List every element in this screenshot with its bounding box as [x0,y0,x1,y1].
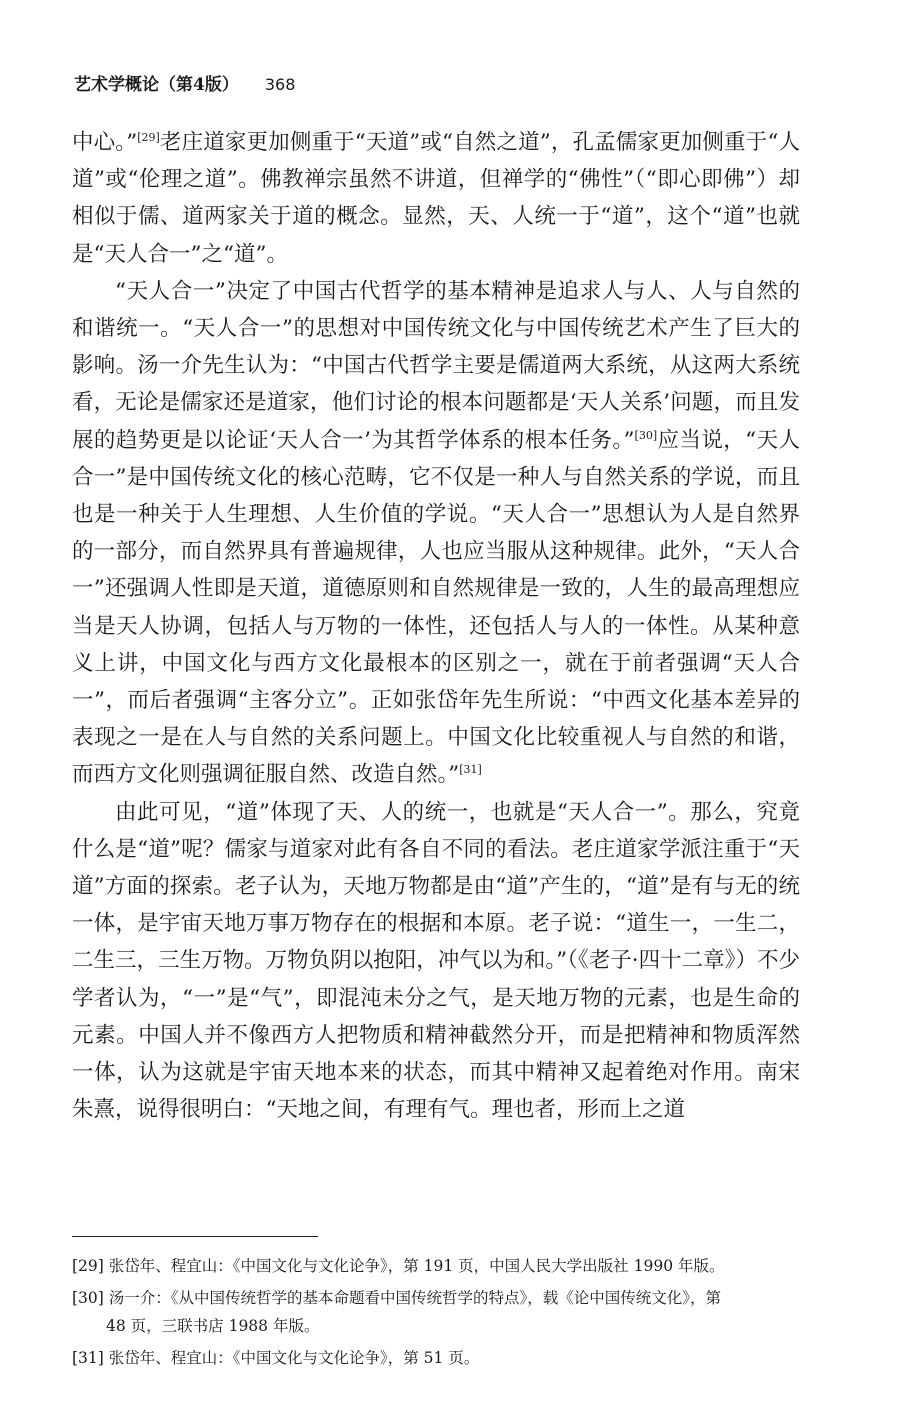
paragraph: 由此可见，“道”体现了天、人的统一，也就是“天人合一”。那么，究竟什么是“道”呢？儒家与道家对此有各自不同的看法。老庄道家学派注重于“天道”方面的探索。老子认为，天地万物都是由“道”产生的，“道”是有与无的统一体，是宇宙天地万事万物存在的根据和本原。老子说：“道生一，一生二，二生三，三生万物。万物负阴以抱阳，冲气以为和。”（《老子·四十二章》）不少学者认为，“一”是“气”，即混沌未分之气，是天地万物的元素，也是生命的元素。中国人并不像西方人把物质和精神截然分开，而是把精神和物质浑然一体，认为这就是宇宙天地本来的状态，而其中精神又起着绝对作用。南宋朱熹，说得很明白：“天地之间，有理有气。理也者，形而上之道 [72,799,800,1123]
main-text [72,124,800,1128]
paragraph: 中心。”[29]老庄道家更加侧重于“天道”或“自然之道”，孔孟儒家更加侧重于“人道”或“伦理之道”。佛教禅宗虽然不讲道，但禅学的“佛性”（“即心即佛”）却相似于儒、道两家关于道的概念。显然，天、人统一于“道”，这个“道”也就是“天人合一”之“道”。 [72,130,800,267]
footnote-ref[interactable]: [29] [137,130,160,144]
footnote-divider [72,1236,318,1237]
running-head [74,70,295,95]
footnote-ref[interactable]: [31] [459,763,482,777]
footnote: [30] 汤一介：《从中国传统哲学的基本命题看中国传统哲学的特点》，载《论中国传统文化》，第 48 页，三联书店 1988 年版。 [72,1289,721,1335]
footnote-ref[interactable]: [30] [634,428,658,442]
book-title: 艺术学概论（第4版） [74,75,239,95]
paragraph: “天人合一”决定了中国古代哲学的基本精神是追求人与人、人与自然的和谐统一。“天人合一”的思想对中国传统文化与中国传统艺术产生了巨大的影响。汤一介先生认为：“中国古代哲学主要是儒道两大系统，从这两大系统看，无论是儒家还是道家，他们讨论的根本问题都是‘天人关系’问题，而且发展的趋势更是以论证‘天人合一’为其哲学体系的根本任务。”[30]应当说，“天人合一”是中国传统文化的核心范畴，它不仅是一种人与自然关系的学说，而且也是一种关于人生理想、人生价值的学说。“天人合一”思想认为人是自然界的一部分，而自然界具有普遍规律，人也应当服从这种规律。此外，“天人合一”还强调人性即是天道，道德原则和自然规律是一致的，人生的最高理想应当是天人协调，包括人与万物的一体性，还包括人与人的一体性。从某种意义上讲，中国文化与西方文化最根本的区别之一，就在于前者强调“天人合一”，而后者强调“主客分立”。正如张岱年先生所说：“中西文化基本差异的表现之一是在人与自然的关系问题上。中国文化比较重视人与自然的和谐，而西方文化则强调征服自然、改造自然。”[31] [72,278,800,788]
page-number: 368 [264,75,296,94]
footnote: [31] 张岱年、程宜山：《中国文化与文化论争》，第 51 页。 [72,1349,480,1367]
footnotes [72,1252,802,1376]
footnote: [29] 张岱年、程宜山：《中国文化与文化论争》，第 191 页，中国人民大学出版社 1990 年版。 [72,1257,725,1275]
